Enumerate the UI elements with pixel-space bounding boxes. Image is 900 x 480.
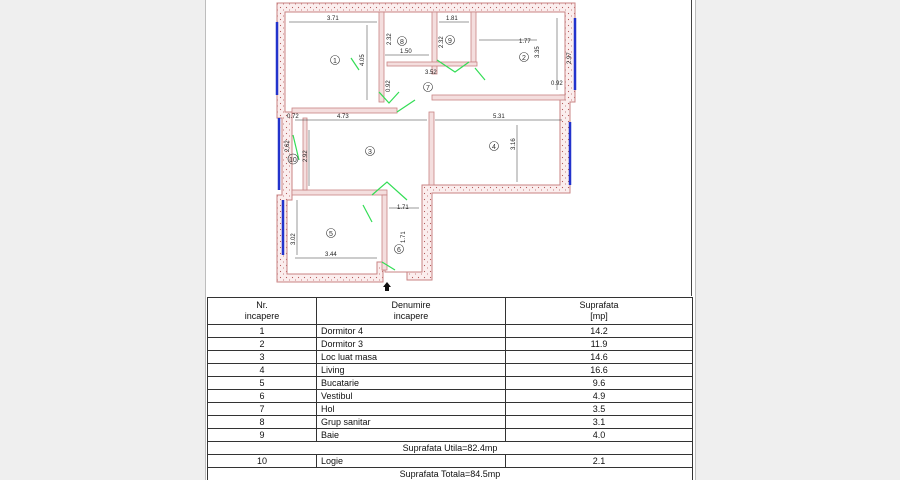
cell-nr: 9 (208, 429, 317, 442)
dim-label: 3.52 (425, 70, 437, 76)
cell-name: Grup sanitar (317, 416, 506, 429)
document-page (205, 0, 696, 480)
header-name-line2: incapere (393, 311, 429, 321)
cell-nr: 7 (208, 403, 317, 416)
cell-name: Loc luat masa (317, 351, 506, 364)
dim-label: 4.73 (337, 114, 349, 120)
cell-area: 3.1 (506, 416, 693, 429)
header-area-line2: [mp] (590, 311, 608, 321)
cell-nr: 1 (208, 325, 317, 338)
dim-label: 0.92 (551, 81, 563, 87)
dim-label: 2.32 (387, 33, 393, 45)
table-header-row (208, 298, 693, 325)
dim-label: 2.32 (439, 36, 445, 48)
grand-total-row (208, 468, 693, 480)
table-row (208, 455, 693, 468)
cell-area: 14.6 (506, 351, 693, 364)
room-number: 8 (400, 39, 404, 46)
cell-name: Bucatarie (317, 377, 506, 390)
room-number: 2 (522, 55, 526, 62)
room-number: 9 (448, 38, 452, 45)
header-nr (208, 298, 317, 325)
room-number: 4 (492, 144, 496, 151)
cell-name: Dormitor 4 (317, 325, 506, 338)
table-row (208, 429, 693, 442)
grand-total-cell: Suprafata Totala=84.5mp (208, 468, 693, 480)
floor-plan-frame (207, 0, 692, 296)
dim-label: 3.02 (291, 233, 297, 245)
cell-name: Baie (317, 429, 506, 442)
table-row (208, 390, 693, 403)
dim-label: 2.92 (303, 150, 309, 162)
cell-nr: 5 (208, 377, 317, 390)
cell-area: 14.2 (506, 325, 693, 338)
room-number: 5 (329, 231, 333, 238)
header-nr-line1: Nr. (256, 300, 268, 310)
cell-nr: 4 (208, 364, 317, 377)
cell-nr: 8 (208, 416, 317, 429)
room-number: 7 (426, 85, 430, 92)
room-number: 10 (289, 157, 297, 164)
room-area-table (207, 297, 693, 480)
dim-label: 4.05 (360, 54, 366, 66)
cell-nr: 10 (208, 455, 317, 468)
cell-name: Vestibul (317, 390, 506, 403)
cell-nr: 2 (208, 338, 317, 351)
dim-label: 0.72 (287, 114, 299, 120)
cell-area: 16.6 (506, 364, 693, 377)
cell-name: Living (317, 364, 506, 377)
dim-label: 2.97 (567, 52, 573, 64)
cell-area: 9.6 (506, 377, 693, 390)
dim-label: 2.62 (285, 140, 291, 152)
dim-label: 5.31 (493, 114, 505, 120)
cell-area: 11.9 (506, 338, 693, 351)
table-row (208, 351, 693, 364)
header-name (317, 298, 506, 325)
cell-area: 4.0 (506, 429, 693, 442)
header-nr-line2: incapere (244, 311, 280, 321)
cell-area: 3.5 (506, 403, 693, 416)
header-area-line1: Suprafata (579, 300, 619, 310)
usable-total-cell: Suprafata Utila=82.4mp (208, 442, 693, 455)
cell-name: Hol (317, 403, 506, 416)
dim-label: 3.16 (511, 138, 517, 150)
cell-nr: 6 (208, 390, 317, 403)
cell-nr: 3 (208, 351, 317, 364)
dim-label: 3.71 (327, 16, 339, 22)
header-area (506, 298, 693, 325)
table-row (208, 403, 693, 416)
dim-label: 0.92 (386, 80, 392, 92)
dim-label: 3.35 (535, 46, 541, 58)
cell-name: Logie (317, 455, 506, 468)
cell-name: Dormitor 3 (317, 338, 506, 351)
header-name-line1: Denumire (391, 300, 431, 310)
dim-label: 1.50 (400, 49, 412, 55)
room-number: 3 (368, 149, 372, 156)
table-row (208, 416, 693, 429)
dim-label: 3.44 (325, 252, 337, 258)
dim-label: 1.71 (401, 231, 407, 243)
table-row (208, 338, 693, 351)
entrance-arrow-icon (383, 282, 391, 291)
room-number: 1 (333, 58, 337, 65)
table-row (208, 325, 693, 338)
dim-label: 1.77 (519, 39, 531, 45)
cell-area: 2.1 (506, 455, 693, 468)
usable-total-row (208, 442, 693, 455)
floor-plan (207, 0, 692, 296)
dim-label: 1.81 (446, 16, 458, 22)
dim-label: 1.71 (397, 205, 409, 211)
room-number: 6 (397, 247, 401, 254)
table-row (208, 364, 693, 377)
cell-area: 4.9 (506, 390, 693, 403)
table-row (208, 377, 693, 390)
